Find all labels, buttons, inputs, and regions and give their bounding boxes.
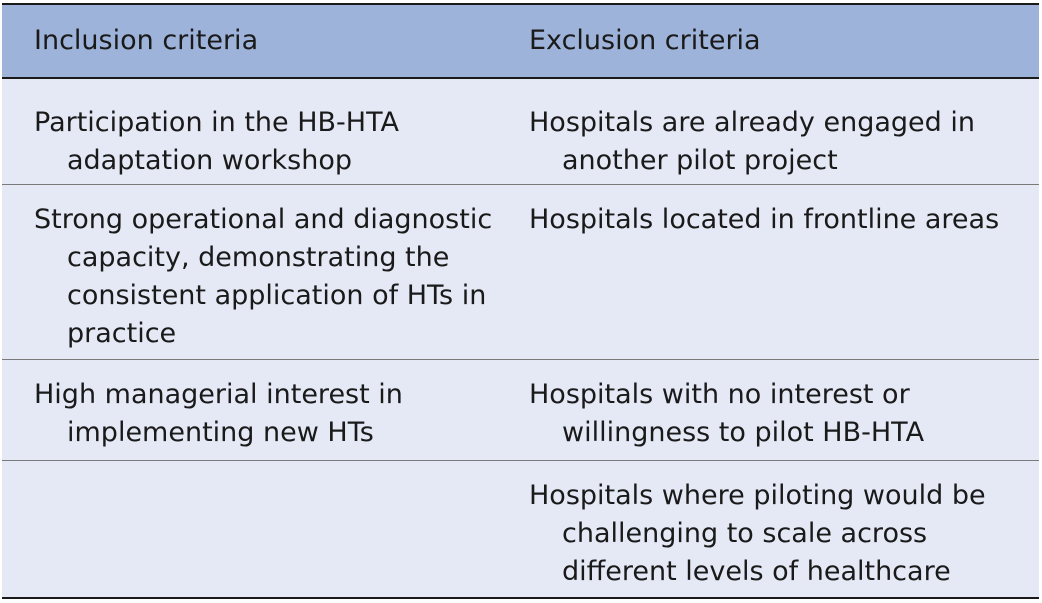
inclusion-text: Participation in the HB-HTA adaptation workshop	[34, 107, 399, 176]
inclusion-cell	[2, 78, 497, 184]
exclusion-text: Hospitals are already engaged in another pilot project	[529, 107, 975, 176]
table-row	[2, 184, 1039, 359]
inclusion-criteria-header: Inclusion criteria	[34, 25, 259, 56]
criteria-table	[2, 3, 1039, 599]
exclusion-cell	[497, 359, 1039, 460]
inclusion-cell	[2, 184, 497, 359]
exclusion-text: Hospitals with no interest or willingness to pilot HB-HTA	[529, 378, 925, 448]
table-row	[2, 460, 1039, 598]
inclusion-text: High managerial interest in implementing new HTs	[34, 378, 403, 448]
exclusion-text: Hospitals located in frontline areas	[529, 203, 1000, 235]
inclusion-cell	[2, 460, 497, 598]
exclusion-criteria-header: Exclusion criteria	[529, 25, 761, 56]
inclusion-text: Strong operational and diagnostic capacity, demonstrating the consistent application of HTs in practice	[34, 203, 493, 349]
table-header	[2, 4, 1039, 78]
exclusion-cell	[497, 184, 1039, 359]
exclusion-text: Hospitals where piloting would be challenging to scale across different levels of healthcare	[529, 479, 986, 587]
exclusion-cell	[497, 78, 1039, 184]
inclusion-cell	[2, 359, 497, 460]
table-row	[2, 78, 1039, 184]
table-body	[2, 78, 1039, 598]
header-row	[2, 4, 1039, 78]
table-row	[2, 359, 1039, 460]
exclusion-cell	[497, 460, 1039, 598]
